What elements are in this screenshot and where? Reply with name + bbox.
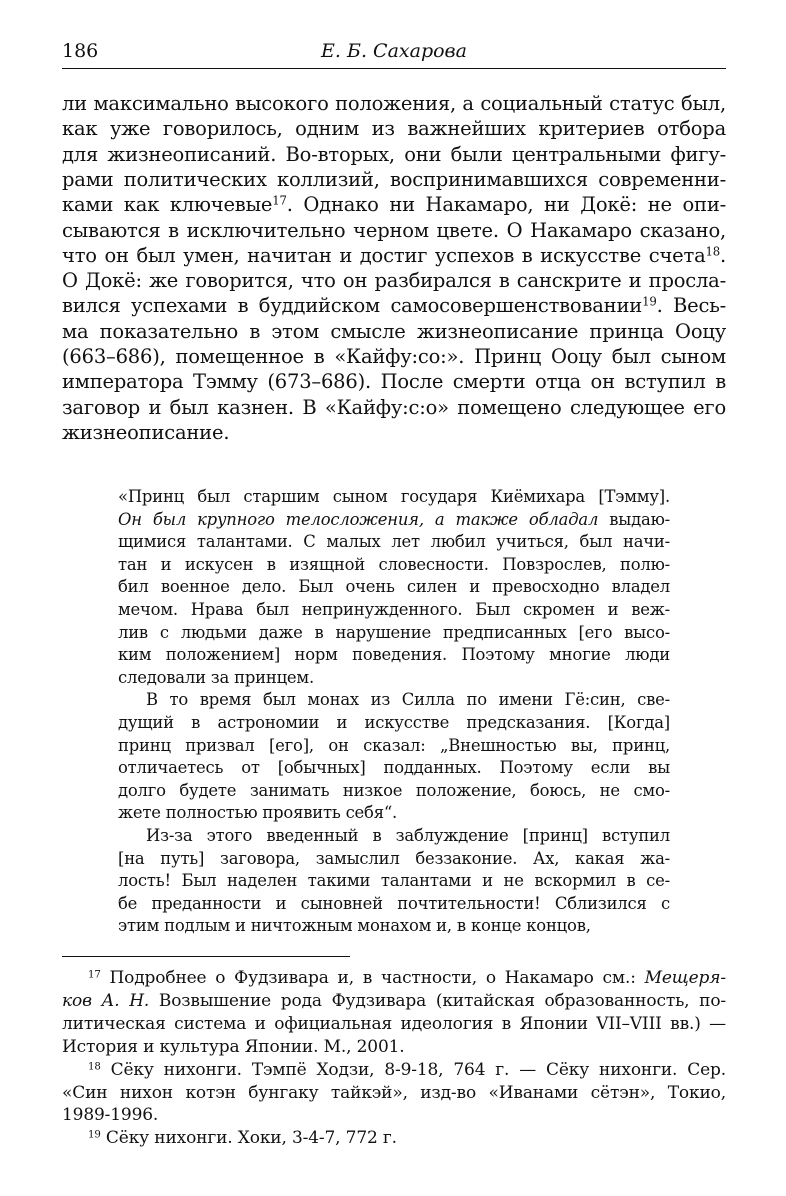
- body-line: [62, 92, 726, 115]
- quote-line: [118, 532, 670, 551]
- quote-line: [118, 487, 670, 506]
- text-span: О Докё: же говорится, что он разбирался в санскрите и просла-: [62, 269, 726, 293]
- text-span: этим подлым и ничтожным монахом и, в конце концов,: [118, 916, 591, 936]
- text-span: как уже говорилось, одним из важнейших критериев отбора: [62, 117, 726, 141]
- text-span: .: [720, 243, 726, 267]
- quote-line: [118, 668, 670, 687]
- running-title: Е. Б. Сахарова: [321, 40, 467, 62]
- text-span: жете полностью проявить себя“.: [118, 803, 398, 823]
- text-span: ким положением] норм поведения. Поэтому многие люди: [118, 645, 670, 665]
- text-span: Он был крупного телосложения, а также обладал: [118, 509, 599, 529]
- footnote-line: [62, 1037, 726, 1057]
- footnote-ref: 18: [88, 1060, 101, 1072]
- text-span: ма показательно в этом смысле жизнеописание принца Ооцу: [62, 319, 726, 343]
- body-line: [62, 244, 726, 267]
- text-span: ли максимально высокого положения, а социальный статус был,: [62, 92, 726, 115]
- text-span: жизнеописание.: [62, 420, 230, 444]
- body-line: [62, 219, 726, 242]
- footnote-line: [62, 991, 726, 1011]
- text-span: бил военное дело. Был очень силен и превосходно владел: [118, 577, 670, 597]
- text-span: Мещеря-: [644, 968, 726, 988]
- running-head: [62, 38, 726, 69]
- text-span: тан и искусен в изящной словесности. Повзрослев, полю-: [118, 554, 670, 574]
- text-span: В то время был монах из Силла по имени Гё:син, све-: [146, 690, 670, 710]
- text-span: ками как ключевые: [62, 193, 273, 217]
- text-span: бе преданности и сыновней почтительности! Сблизился с: [118, 893, 670, 913]
- quote-line: [118, 577, 670, 596]
- text-span: [на путь] заговора, замыслил беззаконие. Ах, какая жа-: [118, 848, 670, 868]
- text-span: Возвышение рода Фудзивара (китайская образованность, по-: [149, 990, 726, 1011]
- text-span: История и культура Японии. М., 2001.: [62, 1036, 405, 1057]
- body-line: [62, 168, 726, 191]
- footnote-ref: 19: [642, 294, 657, 309]
- quote-line: [118, 510, 670, 529]
- text-span: Сёку нихонги. Хоки, 3-4-7, 772 г.: [100, 1128, 397, 1149]
- footnote-separator: [62, 956, 350, 957]
- body-line: [62, 396, 726, 419]
- body-line: [62, 370, 726, 393]
- text-span: ков А. Н.: [62, 990, 150, 1011]
- quote-line: [118, 713, 670, 732]
- text-span: . Однако ни Накамаро, ни Докё: не опи-: [286, 193, 727, 217]
- quote-line: [118, 849, 670, 868]
- quote-line: [118, 916, 670, 935]
- text-span: «Син нихон котэн бунгаку тайкэй», изд-во «Иванами сётэн», Токио,: [62, 1082, 726, 1103]
- text-span: лив с людьми даже в нарушение предписанных [его высо-: [118, 622, 670, 642]
- text-span: дущий в астрономии и искусстве предсказания. [Когда]: [118, 713, 670, 732]
- quote-line: [118, 803, 670, 822]
- footnote-ref: 17: [88, 969, 101, 981]
- text-span: Из-за этого введенный в заблуждение [принц] вступил: [146, 826, 670, 845]
- text-span: 1989-1996.: [62, 1105, 159, 1126]
- text-span: отличаетесь от [обычных] подданных. Поэтому если вы: [118, 758, 670, 778]
- text-span: щимися талантами. С малых лет любил учиться, был начи-: [118, 532, 670, 552]
- footnote-ref: 17: [272, 193, 287, 208]
- quote-line: [118, 645, 670, 664]
- footnote-line: [62, 1105, 726, 1125]
- body-line: [62, 143, 726, 166]
- body-line: [62, 294, 726, 317]
- text-span: вился успехами в буддийском самосовершенствовании: [62, 294, 643, 318]
- text-span: что он был умен, начитан и достиг успехов в искусстве счета: [62, 243, 706, 267]
- quote-line: [146, 690, 670, 709]
- text-span: (663–686), помещенное в «Кайфу:со:». Принц Ооцу был сыном: [62, 345, 726, 368]
- quote-line: [118, 555, 670, 574]
- text-span: мечом. Нрава был непринужденного. Был скромен и веж-: [118, 600, 670, 619]
- footnote-ref: 19: [88, 1129, 101, 1141]
- quote-line: [118, 623, 670, 642]
- quote-line: [118, 781, 670, 800]
- footnote-line: [88, 1060, 726, 1080]
- text-span: «Принц был старшим сыном государя Киёмихара [Тэмму].: [118, 487, 670, 506]
- footnote-ref: 18: [705, 244, 720, 259]
- quote-line: [118, 871, 670, 890]
- text-span: Сёку нихонги. Тэмпё Ходзи, 8-9-18, 764 г. — Сёку нихонги. Сер.: [100, 1059, 726, 1080]
- text-span: долго будете занимать низкое положение, боюсь, не смо-: [118, 780, 670, 800]
- quote-line: [118, 758, 670, 777]
- footnote-line: [88, 968, 726, 988]
- footnote-line: [62, 1083, 726, 1103]
- text-span: принц призвал [его], он сказал: „Внешностью вы, принц,: [118, 735, 670, 755]
- quote-line: [118, 894, 670, 913]
- body-line: [62, 269, 726, 292]
- text-span: следовали за принцем.: [118, 667, 314, 687]
- text-span: Подробнее о Фудзивара и, в частности, о Накамаро см.:: [100, 968, 645, 988]
- text-span: императора Тэмму (673–686). После смерти отца он вступил в: [62, 370, 726, 394]
- text-span: . Весь-: [656, 294, 726, 318]
- body-line: [62, 345, 726, 368]
- text-span: выдаю-: [598, 509, 670, 529]
- quote-line: [118, 600, 670, 619]
- footnote-line: [62, 1014, 726, 1034]
- body-line: [62, 421, 726, 444]
- body-line: [62, 320, 726, 343]
- quote-line: [118, 736, 670, 755]
- footnote-line: [88, 1128, 726, 1148]
- text-span: рами политических коллизий, воспринимавшихся современни-: [62, 167, 726, 191]
- text-span: для жизнеописаний. Во-вторых, они были центральными фигу-: [62, 142, 726, 166]
- page-number: 186: [62, 40, 99, 62]
- quote-line: [146, 826, 670, 845]
- text-span: лость! Был наделен такими талантами и не вскормил в се-: [118, 871, 670, 891]
- text-span: заговор и был казнен. В «Кайфу:с:о» помещено следующее его: [62, 395, 726, 419]
- body-line: [62, 117, 726, 140]
- text-span: сываются в исключительно черном цвете. О Накамаро сказано,: [62, 218, 726, 242]
- body-line: [62, 193, 726, 216]
- text-span: литическая система и официальная идеология в Японии VII–VIII вв.) —: [62, 1013, 726, 1034]
